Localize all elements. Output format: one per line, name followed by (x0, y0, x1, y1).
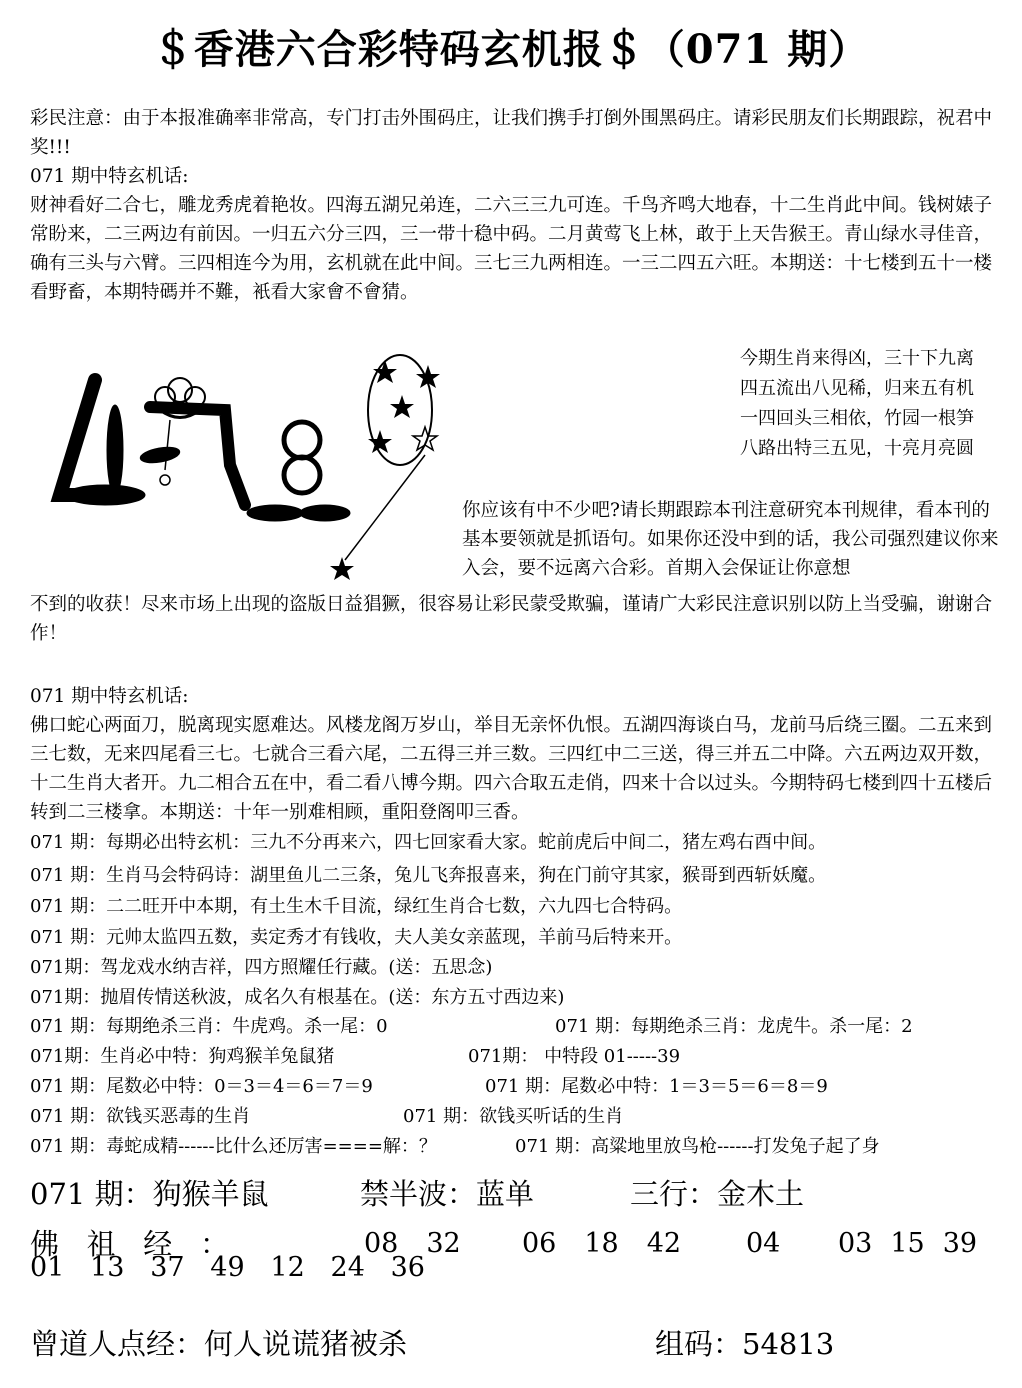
fozu-number: 32 (426, 1228, 461, 1259)
fozu-number: 03 (838, 1228, 873, 1259)
section2-header: 071 期中特玄机话: (30, 686, 189, 707)
hint-line: 071 期：元帅太监四五数，卖定秀才有钱收，夫人美女亲蓝现，羊前马后特来开。 (30, 927, 683, 948)
pair-left: 071期：生肖必中特：狗鸡猴羊兔鼠猪 (30, 1046, 335, 1067)
hint-line: 071 期：二二旺开中本期，有土生木千目流，绿红生肖合七数，六九四七合特码。 (30, 896, 683, 917)
pair-right: 071 期：每期绝杀三肖：龙虎牛。杀一尾：2 (555, 1016, 913, 1037)
pair-left: 071 期：毒蛇成精------比什么还厉害====解：？ (30, 1136, 437, 1157)
fozu-number: 42 (646, 1228, 682, 1259)
hint-line: 071 期：每期必出特玄机：三九不分再来六，四七回家看大家。蛇前虎后中间二，猪左鸡右酉中间。 (30, 832, 827, 853)
pair-right: 071 期：欲钱买听话的生肖 (403, 1106, 624, 1127)
fozu-number: 39 (942, 1228, 978, 1259)
zodiac-pick: 071 期：狗猴羊鼠 (30, 1177, 269, 1211)
fozu-numbers-line2: 01 13 37 49 12 24 36 (30, 1252, 425, 1283)
fozu-numbers-group2 (522, 1228, 681, 1259)
hint-line: 071 期：生肖马会特码诗：湖里鱼儿二三条，兔儿飞奔报喜来，狗在门前守其家，猴哥到西斩妖魔。 (30, 865, 827, 886)
intro-notice: 彩民注意：由于本报准确率非常高，专门打击外围码庄，让我们携手打倒外围黑码庄。请彩民朋友们长期跟踪，祝君中奖!!! (30, 108, 993, 158)
pair-left: 071 期：每期绝杀三肖：牛虎鸡。杀一尾：0 (30, 1016, 388, 1037)
fozu-label: 佛 祖 经 ： (30, 1227, 229, 1261)
group-code: 组码：54813 (655, 1327, 835, 1361)
pair-left: 071 期：尾数必中特：0＝3＝4＝6＝7＝9 (30, 1076, 373, 1097)
fozu-number: 06 (522, 1228, 557, 1259)
poem-line: 四五流出八见稀，归来五有机 (740, 378, 974, 399)
poem-line: 一四回头三相依，竹园一根笋 (740, 408, 974, 429)
fozu-numbers-group3 (746, 1228, 780, 1259)
lucky-number-drawing (40, 345, 450, 585)
poem-line: 八路出特三五见，十亮月亮圆 (740, 438, 974, 459)
pair-right: 071 期：高粱地里放鸟枪------打发兔子起了身 (515, 1136, 880, 1157)
hint-line: 071期：驾龙戏水纳吉祥，四方照耀任行藏。(送：五思念) (30, 957, 493, 978)
fozu-number: 04 (746, 1228, 781, 1259)
fozu-number: 15 (890, 1228, 925, 1259)
section2-text: 佛口蛇心两面刀，脱离现实愿难达。风楼龙阁万岁山，举目无亲怀仇恨。五湖四海谈白马，龙前马后绕三圈。二五来到三七数，无来四尾看三七。七就合三看六尾，二五得三并三数。三四红中二三送，得三并五二中降。六五两边双开数，十二生肖大者开。九二相合五在中，看二看八博今期。四六合取五走俏，四来十合以过头。今期特码七楼到四十五楼后转到二三楼拿。本期送：十年一别难相顾，重阳登阁叩三香。 (30, 715, 993, 823)
pair-right: 071 期：尾数必中特：1＝3＝5＝6＝8＝9 (485, 1076, 828, 1097)
membership-notice: 你应该有中不少吧?请长期跟踪本刊注意研究本刊规律，看本刊的基本要领就是抓语句。如果你还没中到的话，我公司强烈建议你来入会，要不远离六合彩。首期入会保证让你意想 (462, 500, 999, 579)
zodiac-poem (740, 344, 974, 464)
section1-text: 财神看好二合七，雕龙秀虎着艳妆。四海五湖兄弟连，二六三三九可连。千鸟齐鸣大地春，十二生肖此中间。钱树婊子常盼来，二三两边有前因。一归五六分三四，三一带十稳中码。二月黄莺飞上林，敢于上天告猴王。青山绿水寻佳音，确有三头与六臂。三四相连今为用，玄机就在此中间。三七三九两相连。一三二四五六旺。本期送：十七楼到五十一楼看野畜，本期特碼并不難，衹看大家會不會猜。 (30, 195, 993, 303)
pair-right: 071期： 中特段 01-----39 (468, 1046, 681, 1067)
fozu-numbers-group4 (838, 1228, 977, 1259)
poem-line: 今期生肖来得凶，三十下九离 (740, 348, 974, 369)
piracy-warning: 不到的收获！尽来市场上出现的盗版日益猖獗，很容易让彩民蒙受欺骗，谨请广大彩民注意识别以防上当受骗，谢谢合作！ (30, 594, 993, 644)
section1-header: 071 期中特玄机话: (30, 166, 189, 187)
daoist-verse: 曾道人点经：何人说谎猪被杀 (30, 1327, 408, 1361)
sanxing-pick: 三行：金木土 (630, 1177, 805, 1211)
fozu-number: 08 (364, 1228, 399, 1259)
banbo-pick: 禁半波：蓝单 (360, 1177, 535, 1211)
hint-line: 071期：抛眉传情送秋波，成名久有根基在。(送：东方五寸西边来) (30, 987, 565, 1008)
pair-left: 071 期：欲钱买恶毒的生肖 (30, 1106, 251, 1127)
fozu-number: 18 (584, 1228, 619, 1259)
page-title: ＄香港六合彩特码玄机报＄（071 期） (152, 26, 870, 73)
